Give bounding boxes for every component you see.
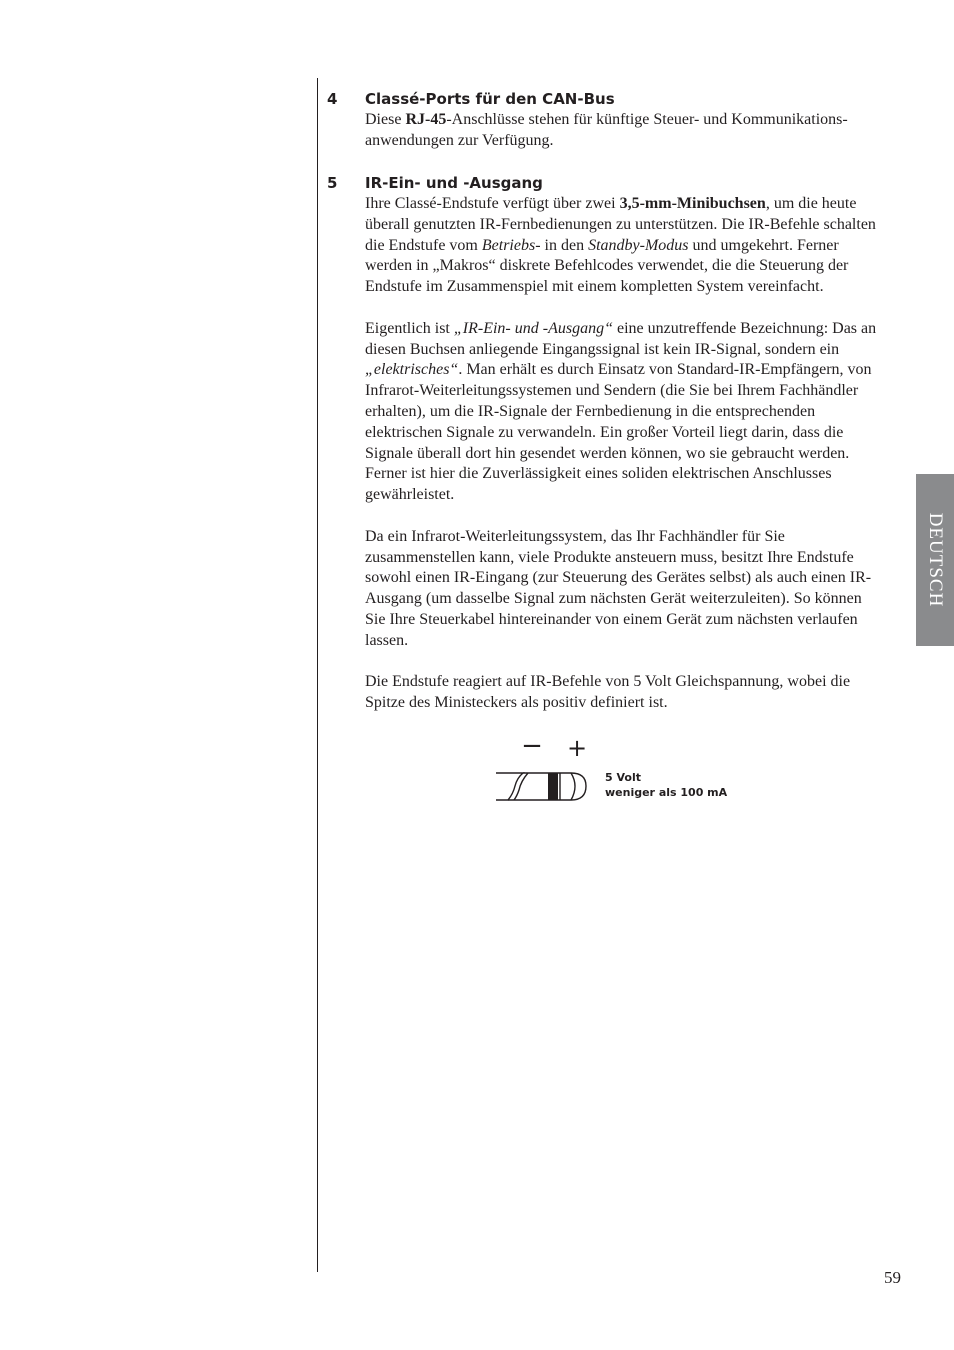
minus-sign: − <box>521 738 543 761</box>
section-4-paragraph: Diese RJ-45-Anschlüsse stehen für künftige Steuer- und Kommunikations-anwendungen zur Verfügung. <box>365 111 848 149</box>
section-5-heading <box>327 173 877 193</box>
mini-plug-diagram <box>495 738 595 804</box>
section-4-heading <box>327 89 877 109</box>
section-number: 4 <box>327 90 338 108</box>
plug-icon <box>496 773 586 800</box>
page-number: 59 <box>884 1268 901 1287</box>
current-label: weniger als 100 mA <box>605 786 728 799</box>
plug-spec-label <box>605 770 727 800</box>
plug-insulator-ring <box>548 773 558 800</box>
section-4 <box>327 89 877 152</box>
section-5-paragraph-4: Die Endstufe reagiert auf IR-Befehle von 5 Volt Gleichspannung, wobei die Spitze des Ministeckers als positiv definiert ist. <box>365 673 851 712</box>
language-tab <box>916 474 954 646</box>
section-5 <box>327 173 877 714</box>
plus-sign: + <box>566 738 588 762</box>
section-5-paragraph-3: Da ein Infrarot-Weiterleitungssystem, das Ihr Fachhändler für Sie zusammenstellen kann, viele Produkte ansteuern muss, besitzt Ihre Endstufe sowohl einen IR-Eingang (zur Steuerung des Gerätes selbst) als auch einen IR-Ausgang (um dasselbe Signal zum nächsten Gerät weiterzuleiten). So können Sie Ihre Steuerkabel hintereinander von einem Gerät zum nächsten verlaufen lassen. <box>365 527 872 649</box>
section-5-paragraph-1: Ihre Classé-Endstufe verfügt über zwei 3,5-mm-Minibuchsen, um die heute überall genutzten IR-Fernbedienungen zu unterstützen. Die IR-Befehle schalten die Endstufe vom Betriebs- in den Standby-Modus und umgekehrt. Ferner werden in „Makros“ diskrete Befehlcodes verwendet, die die Steuerung der Endstufe im Zusammenspiel mit einem kompletten System vereinfacht. <box>365 195 876 296</box>
language-tab-label: DEUTSCH <box>925 512 946 608</box>
section-number: 5 <box>327 174 338 192</box>
vertical-rule <box>317 78 318 1272</box>
section-title: Classé-Ports für den CAN-Bus <box>365 90 615 108</box>
voltage-label: 5 Volt <box>605 771 641 784</box>
section-5-paragraph-2: Eigentlich ist „IR-Ein- und -Ausgang“ eine unzutreffende Bezeichnung: Das an diesen Buchsen anliegende Eingangssignal ist kein IR-Signal, sondern ein „elektrisches“. Man erhält es durch Einsatz von Standard-IR-Empfängern, von Infrarot-Weiterleitungssystemen und Sendern (die Sie bei Ihrem Fachhändler erhalten), um die IR-Signale der Fernbedienung in die entsprechenden elektrischen Signale zu verwandeln. Ein großer Vorteil liegt darin, dass die Signale überall dort hin gesendet werden können, wo sie gebraucht werden. Ferner ist hier die Zuverlässigkeit eines soliden elektrischen Anschlusses gewährleistet. <box>365 319 877 504</box>
section-title: IR-Ein- und -Ausgang <box>365 174 543 192</box>
